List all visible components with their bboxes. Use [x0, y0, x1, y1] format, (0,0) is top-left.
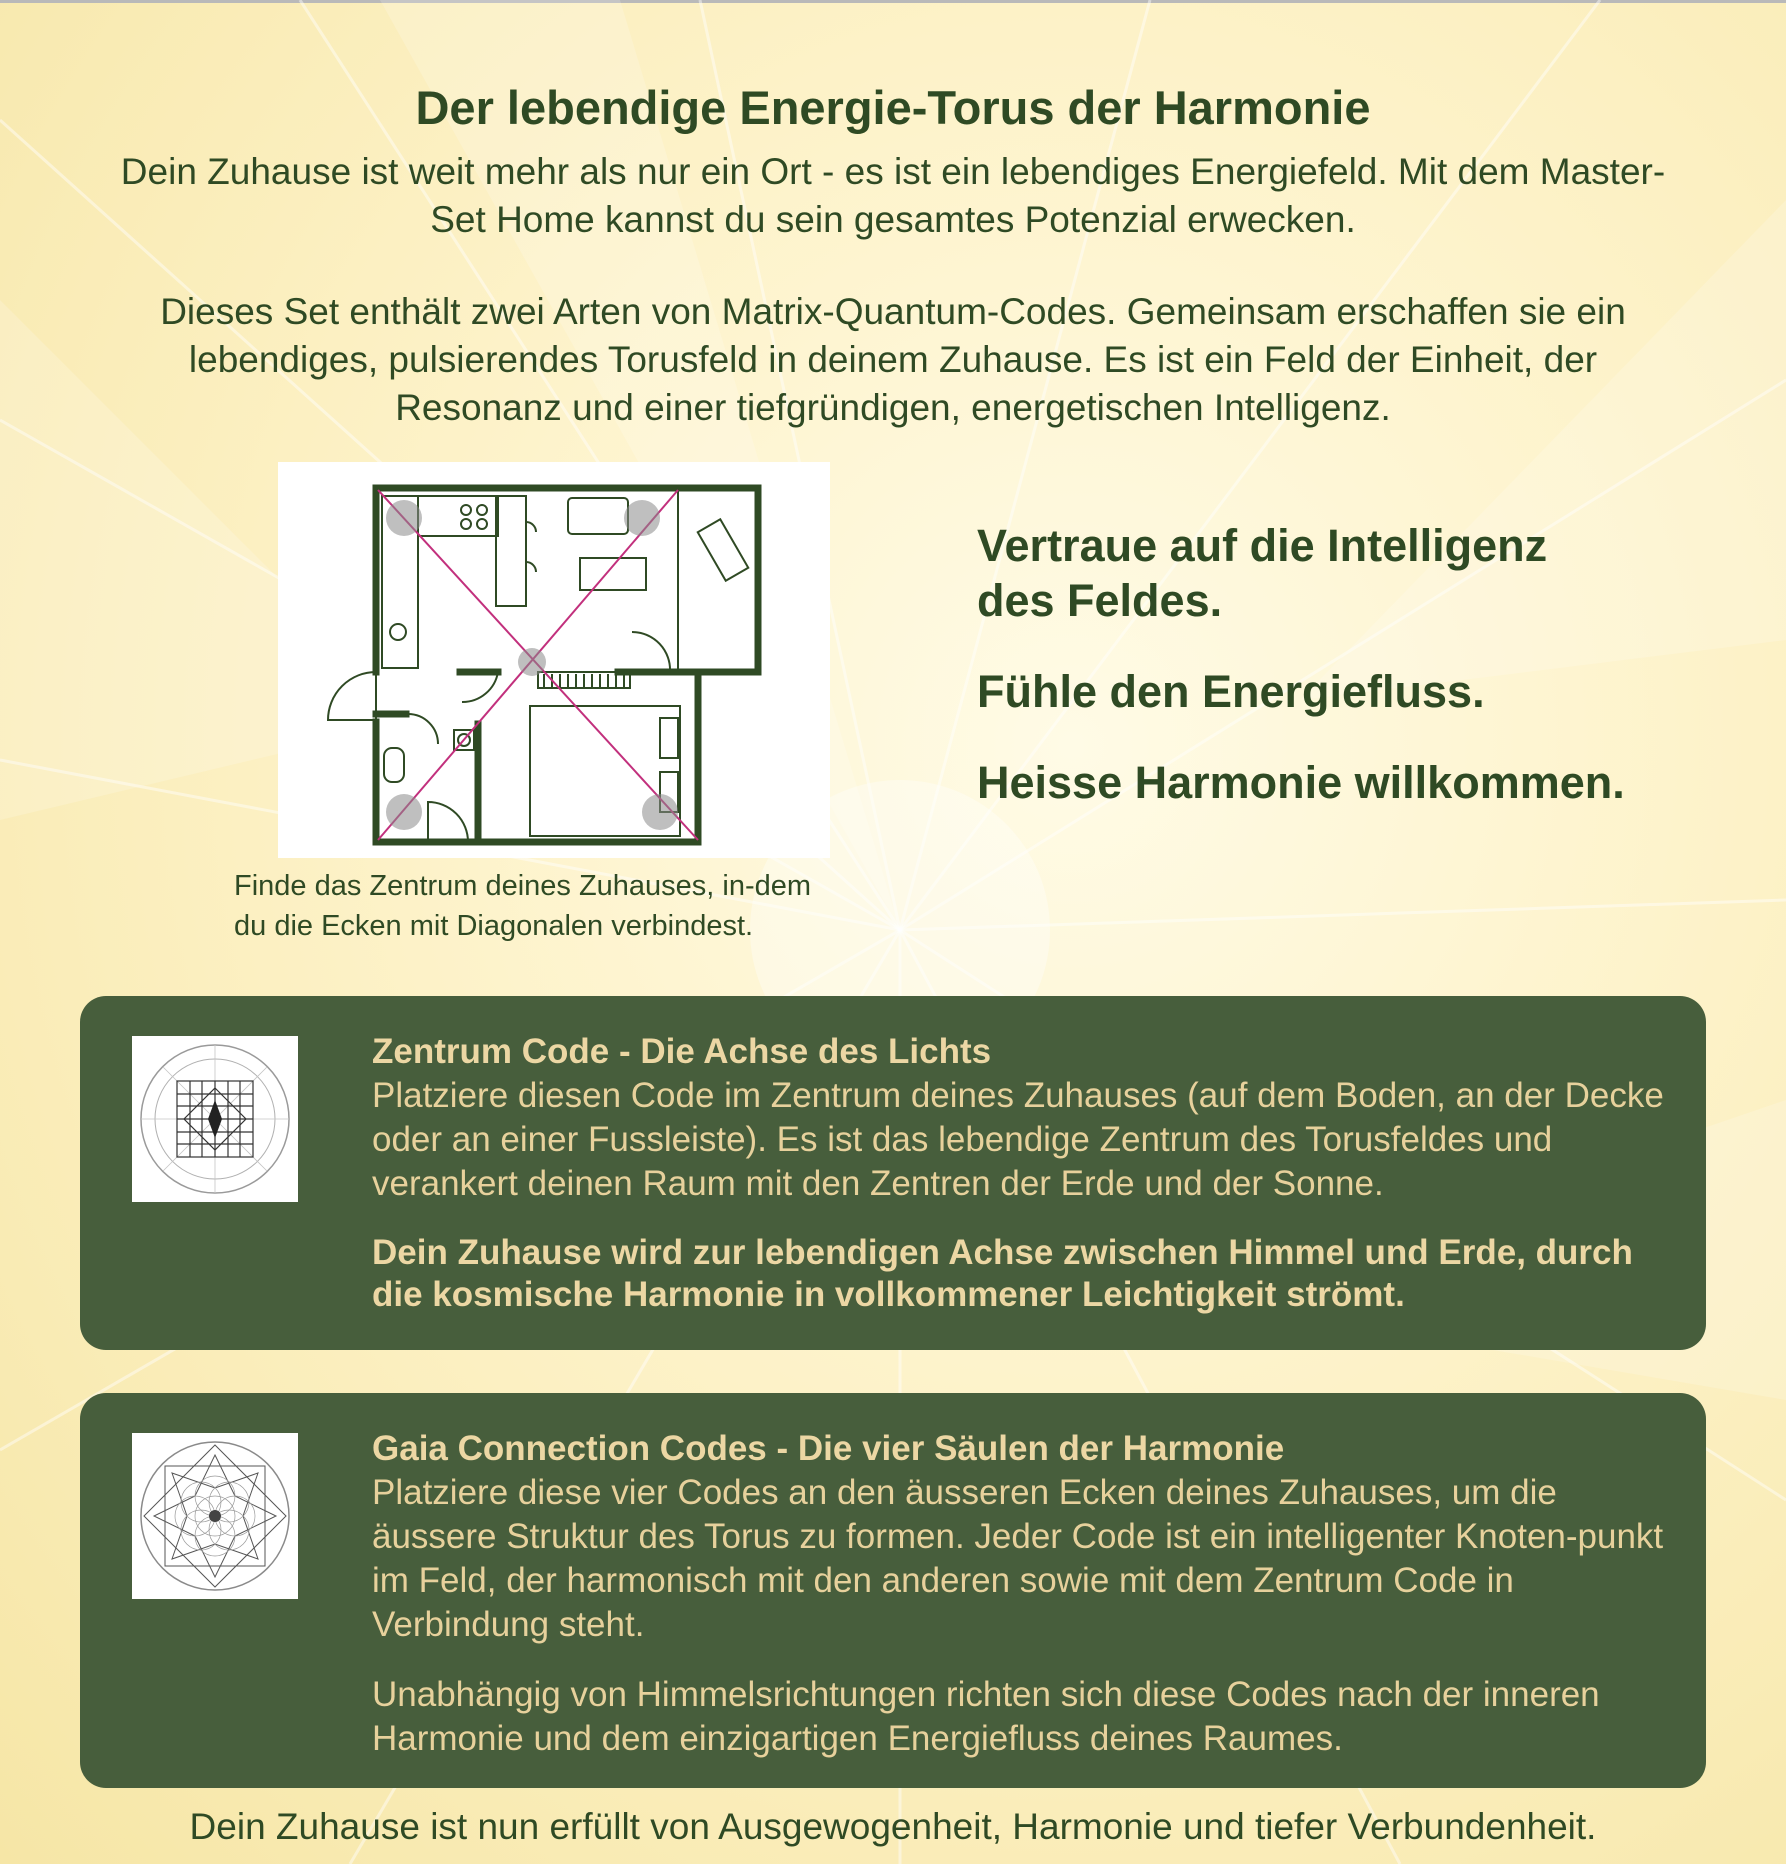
gaia-code-image — [132, 1433, 298, 1599]
gaia-codes-text-2: Unabhängig von Himmelsrichtungen richten sich diese Codes nach der inneren Harmonie und dem einzigartigen Energiefluss deines Raumes. — [372, 1675, 1600, 1758]
slogan-harmony: Heisse Harmonie willkommen. — [977, 757, 1625, 808]
zentrum-code-card — [80, 996, 1706, 1350]
gaia-codes-card — [80, 1393, 1706, 1788]
zentrum-code-image — [132, 1036, 298, 1202]
slogan-flow: Fühle den Energiefluss. — [977, 666, 1485, 717]
zentrum-code-text: Platziere diesen Code im Zentrum deines Zuhauses (auf dem Boden, an der Decke oder an einer Fussleiste). Es ist das lebendige Zentrum des Torusfeldes und verankert deinen Raum mit den Zentren der Erde und der Sonne. — [372, 1076, 1664, 1203]
gaia-codes-text: Platziere diese vier Codes an den äusseren Ecken deines Zuhauses, um die äussere Struktur des Torus zu formen. Jeder Code ist ein intelligenter Knoten-punkt im Feld, der harmonisch mit den anderen sowie mit dem Zentrum Code in Verbindung steht. — [372, 1473, 1664, 1644]
floorplan-image — [278, 462, 830, 858]
page-title: Der lebendige Energie-Torus der Harmonie — [415, 81, 1371, 134]
intro-paragraph-1: Dein Zuhause ist weit mehr als nur ein Ort - es ist ein lebendiges Energiefeld. Mit dem Master-Set Home kannst du sein gesamtes Potenzial erwecken. — [120, 151, 1666, 240]
floorplan-caption: Finde das Zentrum deines Zuhauses, in-dem du die Ecken mit Diagonalen verbindest. — [234, 870, 812, 942]
slogan-trust: Vertraue auf die Intelligenz des Feldes. — [977, 520, 1548, 626]
zentrum-code-highlight: Dein Zuhause wird zur lebendigen Achse zwischen Himmel und Erde, durch die kosmische Harmonie in vollkommener Leichtigkeit strömt. — [372, 1233, 1633, 1314]
zentrum-code-title: Zentrum Code - Die Achse des Lichts — [372, 1032, 992, 1071]
closing-statement: Dein Zuhause ist nun erfüllt von Ausgewogenheit, Harmonie und tiefer Verbundenheit. — [189, 1806, 1597, 1847]
gaia-codes-title: Gaia Connection Codes - Die vier Säulen der Harmonie — [372, 1429, 1285, 1468]
slogan-list — [977, 518, 1737, 846]
intro-paragraph-2: Dieses Set enthält zwei Arten von Matrix-Quantum-Codes. Gemeinsam erschaffen sie ein lebendiges, pulsierendes Torusfeld in deinem Zuhause. Es ist ein Feld der Einheit, der Resonanz und einer tiefgründigen, energetischen Intelligenz. — [160, 291, 1626, 428]
